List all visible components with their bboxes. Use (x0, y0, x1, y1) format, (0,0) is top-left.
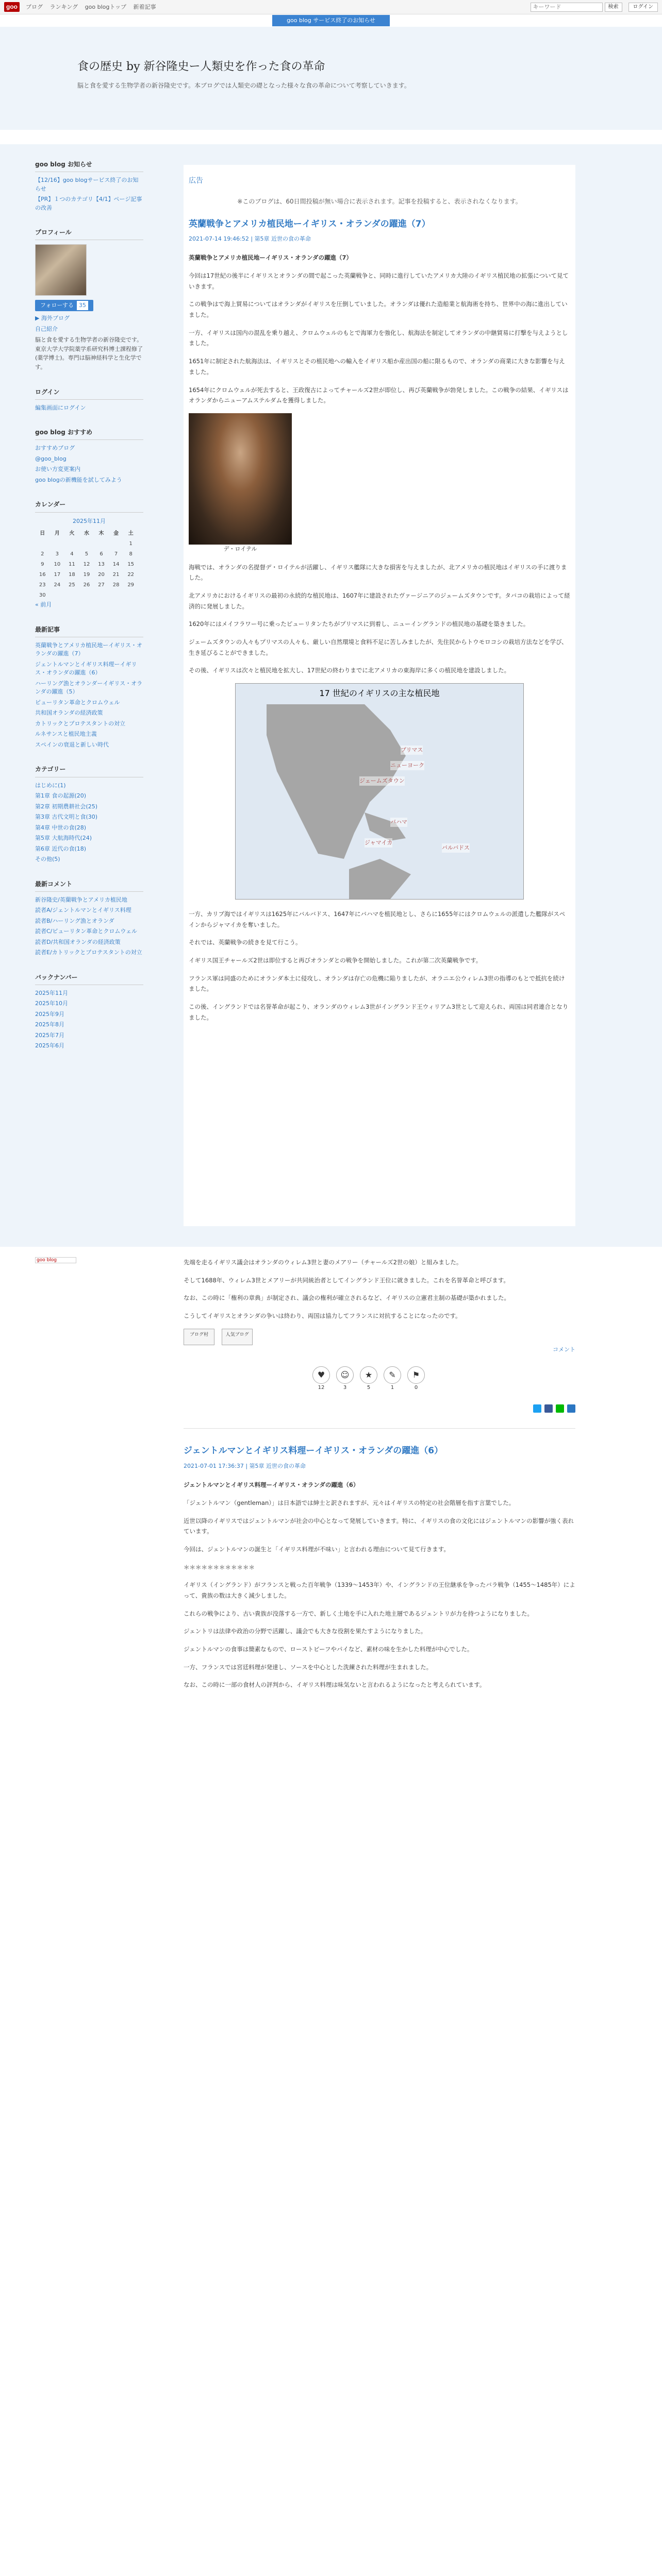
post-paragraph: 一方、カリブ海ではイギリスは1625年にバルバドス、1647年にバハマを植民地とし、さらに1655年にはクロムウェルの派遣した艦隊がスペインからジャマイカを奪いました。 (189, 910, 566, 928)
post-paragraph: 近世以降のイギリスではジェントルマンが社会の中心となって発展していきます。特に、イギリスの食の文化にはジェントルマンの影響が強く表れています。 (184, 1517, 574, 1535)
recommend-link[interactable]: おすすめブログ (35, 445, 75, 452)
post-paragraph: 先端を走るイギリス議会はオランダのウィレム3世と妻のメアリー（チャールズ2世の娘）と組みました。 (184, 1259, 462, 1266)
reaction-count: 3 (343, 1385, 347, 1391)
reaction-buttons (312, 1366, 446, 1392)
post-paragraph: ジェントリは法律や政治の分野で活躍し、議会でも大きな役割を果たすようになりました。 (184, 1628, 427, 1635)
calendar-cell: 11 (69, 562, 75, 568)
post-paragraph: この後、イングランドでは名誉革命が起こり、オランダのウィレム3世がイングランド王ウィリアム3世として迎えられ、両国は同君連合となりました。 (189, 1003, 569, 1021)
portrait-image[interactable] (189, 413, 292, 545)
recommend-link[interactable]: お使い方変更案内 (35, 466, 80, 473)
category-item[interactable]: 第6章 近代の食(18) (35, 845, 87, 852)
post-paragraph: 1620年にはメイフラワー号に乗ったピューリタンたちがプリマスに到着し、ニューイングランドの植民地の基礎を築きました。 (189, 620, 529, 628)
post-paragraph: 海戦では、オランダの名提督デ・ロイテルが活躍し、イギリス艦隊に大きな損害を与えましたが、北アメリカの植民地はイギリスの手に渡りました。 (189, 563, 567, 582)
ranking-stamp[interactable]: ブログ村 (184, 1329, 214, 1345)
recent-item[interactable]: カトリックとプロテスタントの対立 (35, 720, 126, 727)
sidebar-login (35, 387, 143, 413)
reaction-item (336, 1366, 354, 1392)
post-meta[interactable]: 2021-07-14 19:46:52 | 第5章 近世の食の革命 (189, 235, 311, 242)
portrait-caption: デ・ロイテル (223, 545, 257, 552)
profile-link[interactable]: 自己紹介 (35, 325, 58, 332)
calendar-cell (35, 539, 50, 549)
post-paragraph: 1654年にクロムウェルが死去すると、王政復古によってチャールズ2世が即位し、再び英蘭戦争が勃発しました。この戦争の結果、イギリスはオランダからニューアムステルダムを獲得しました。 (189, 386, 569, 404)
post-title[interactable]: ジェントルマンとイギリス料理ーイギリス・オランダの躍進（6） (184, 1446, 443, 1456)
recent-item[interactable]: ルネサンスと植民地主義 (35, 731, 97, 738)
notice-title: goo blog お知らせ (35, 160, 143, 172)
heart-icon[interactable]: ♥ (312, 1366, 330, 1384)
backnumber-item[interactable]: 2025年11月 (35, 989, 68, 996)
main-content (184, 165, 575, 1226)
sidebar-category (35, 765, 143, 863)
post-paragraph: 北アメリカにおけるイギリスの最初の永続的な植民地は、1607年に建設されたヴァージニアのジェームズタウンです。タバコの栽培によって経済的に発展しました。 (189, 591, 570, 610)
calendar-cell: 28 (112, 582, 120, 588)
category-item[interactable]: はじめに(1) (35, 782, 66, 789)
recommend-link[interactable]: @goo_blog (35, 455, 67, 462)
calendar-cell (109, 539, 124, 549)
post-article-2 (184, 1444, 575, 1690)
profile-link[interactable]: ▶ 海外ブログ (35, 315, 70, 322)
post-paragraph: 今回は、ジェントルマンの誕生と「イギリス料理が不味い」と言われる理由について見て行きます。 (184, 1545, 450, 1553)
post-paragraph: ＊＊＊＊＊＊＊＊＊＊＊＊ (184, 1563, 255, 1571)
post-paragraph: 今回は17世紀の後半にイギリスとオランダの間で起こった英蘭戦争と、同時に進行していたアメリカ大陸のイギリス植民地の拡張について見ていきます。 (189, 272, 569, 290)
calendar-cell (123, 590, 138, 601)
lower-section (0, 1247, 662, 2576)
flag-icon[interactable]: ⚑ (407, 1366, 425, 1384)
comment-item[interactable]: 読者A/ジェントルマンとイギリス料理 (35, 907, 131, 914)
calendar-cell (79, 539, 94, 549)
backnumber-title: バックナンバー (35, 973, 143, 985)
reaction-count: 12 (318, 1385, 325, 1391)
post-paragraph: なお、この時に一部の食材人の評判から、イギリス料理は味気ないと言われるようになったと考えられています。 (184, 1681, 486, 1689)
map-title: 17 世紀のイギリスの主な植民地 (319, 688, 440, 699)
reaction-count: 0 (414, 1385, 418, 1391)
calendar-cell: 19 (83, 572, 90, 578)
calendar-day-head: 金 (113, 531, 119, 537)
line-icon[interactable] (556, 1404, 564, 1413)
post-separator (184, 1428, 575, 1429)
post-paragraph: イギリス国王チャールズ2世は即位すると再びオランダとの戦争を開始しました。これが第二次英蘭戦争です。 (189, 957, 482, 964)
twitter-icon[interactable] (533, 1404, 541, 1413)
calendar-cell: 7 (114, 551, 118, 557)
calendar-cell (79, 590, 94, 601)
colony-map[interactable] (235, 683, 524, 900)
recent-item[interactable]: 共和国オランダの経済政策 (35, 709, 103, 717)
calendar-day-head: 月 (54, 531, 60, 537)
category-item[interactable]: 第3章 古代文明と食(30) (35, 814, 98, 821)
calendar-cell: 1 (129, 541, 133, 547)
calendar-title: カレンダー (35, 500, 143, 512)
category-item[interactable]: その他(5) (35, 856, 60, 863)
top-bar (0, 0, 662, 14)
calendar-month: 2025年11月 (73, 517, 106, 524)
reaction-item (312, 1366, 330, 1392)
ad-label[interactable]: 広告 (189, 177, 203, 185)
comment-row (184, 1345, 575, 1354)
category-item[interactable]: 第1章 食の起源(20) (35, 792, 87, 800)
top-link-ranking[interactable]: ランキング (49, 3, 78, 10)
post-meta[interactable]: 2021-07-01 17:36:37 | 第5章 近世の食の革命 (184, 1462, 306, 1469)
inactive-banner: ※このブログは、60日間投稿が無い場合に表示されます。記事を投稿すると、表示されなくなります。 (237, 198, 522, 206)
ranking-stamp[interactable]: 人気ブログ (222, 1329, 253, 1345)
post-paragraph: そして1688年、ウィレム3世とメアリーが共同統治者としてイングランド王位に就きました。これを名誉革命と呼びます。 (184, 1276, 509, 1284)
category-title: カテゴリー (35, 765, 143, 777)
backnumber-item[interactable]: 2025年10月 (35, 1000, 68, 1007)
calendar-cell: 26 (83, 582, 90, 588)
follow-label: フォローする (40, 302, 74, 309)
category-item[interactable]: 第4章 中世の食(28) (35, 824, 87, 831)
category-item[interactable]: 第5章 大航海時代(24) (35, 835, 92, 842)
follow-button[interactable] (35, 300, 93, 311)
calendar-cell: 3 (55, 551, 59, 557)
calendar-cell: 21 (112, 572, 120, 578)
sidebar-notice (35, 160, 143, 212)
calendar-cell: 4 (70, 551, 74, 557)
follow-count: 35 (77, 301, 88, 310)
calendar-cell: 6 (100, 551, 103, 557)
calendar-cell: 17 (54, 572, 61, 578)
calendar-cell: 13 (98, 562, 105, 568)
south-america-shape (349, 859, 411, 899)
post-paragraph: ジェームズタウンの人々もプリマスの人々も、厳しい自然環境と食料不足に苦しみましたが、先住民からトウモロコシの栽培方法などを学び、生き延びることができました。 (189, 638, 568, 656)
post-heading: 英蘭戦争とアメリカ植民地ーイギリス・オランダの躍進（7） (189, 254, 353, 262)
post-paragraph: その後、イギリスは次々と植民地を拡大し、17世紀の終わりまでに北アメリカの東海岸に多くの植民地を建設しました。 (189, 667, 510, 674)
calendar-cell: 12 (83, 562, 90, 568)
comment-link[interactable]: コメント (553, 1346, 575, 1353)
calendar-cell (109, 590, 124, 601)
map-label: ジェームズタウン (359, 776, 405, 786)
reaction-item (384, 1366, 401, 1392)
login-link[interactable]: 編集画面にログイン (35, 404, 86, 411)
calendar-cell: 24 (54, 582, 61, 588)
calendar-cell: 14 (112, 562, 120, 568)
content-wrap (0, 144, 662, 1247)
reaction-count: 5 (367, 1385, 371, 1391)
goo-logo[interactable]: goo (4, 2, 20, 12)
blog-title[interactable]: 食の歴史 by 新谷隆史ー人類史を作った食の革命 (77, 60, 325, 73)
post-paragraph: フランス軍は同盛のためにオランダ本土に侵攻し、オランダは存亡の危機に陥りましたが、オラニエ公ウィレム3世の指導のもとで抵抗を続けました。 (189, 974, 565, 993)
sidebar-profile (35, 228, 143, 371)
facebook-icon[interactable] (544, 1404, 553, 1413)
category-item[interactable]: 第2章 初期農耕社会(25) (35, 803, 98, 810)
hatena-icon[interactable] (567, 1404, 575, 1413)
reaction-item (407, 1366, 425, 1392)
notice-strip (0, 14, 662, 27)
calendar-cell: 18 (69, 572, 75, 578)
post-paragraph: イギリス（イングランド）がフランスと戦った百年戦争（1339〜1453年）や、イングランドの王位継承を争ったバラ戦争（1455〜1485年）によって、貴族の数は大きく減少しました。 (184, 1581, 575, 1599)
calendar-day-head: 木 (98, 531, 104, 537)
sidebar-calendar (35, 500, 143, 609)
login-title: ログイン (35, 387, 143, 400)
comment-title: 最新コメント (35, 879, 143, 892)
notice-item[interactable]: 【12/16】goo blogサービス終了のお知らせ (35, 177, 139, 192)
calendar-day-head: 日 (40, 531, 45, 537)
recent-item[interactable]: ハーリング漁とオランダーイギリス・オランダの躍進（5） (35, 680, 143, 696)
backnumber-item[interactable]: 2025年6月 (35, 1042, 64, 1049)
login-button[interactable]: ログイン (628, 3, 658, 12)
reaction-count: 1 (390, 1385, 394, 1391)
calendar-cell (94, 539, 109, 549)
recent-item[interactable]: ジェントルマンとイギリス料理ーイギリス・オランダの躍進（6） (35, 660, 137, 676)
social-share (184, 1404, 575, 1413)
post-paragraph: 一方、イギリスは国内の混乱を乗り越え、クロムウェルのもとで海軍力を強化し、航海法を制定してオランダの中継貿易に打撃を与えようとしました。 (189, 329, 568, 347)
calendar-cell: 8 (129, 551, 133, 557)
calendar-cell: 15 (127, 562, 135, 568)
sidebar-backnumber (35, 973, 143, 1050)
map-label: ジャマイカ (365, 838, 392, 848)
reaction-item (360, 1366, 377, 1392)
calendar-cell (50, 590, 65, 601)
comment-item[interactable]: 読者B/ハーリング漁とオランダ (35, 917, 114, 924)
post-paragraph: こうしてイギリスとオランダの争いは終わり、両国は協力してフランスに対抗することになったのです。 (184, 1312, 461, 1320)
post-continued (184, 1257, 575, 1321)
backnumber-item[interactable]: 2025年7月 (35, 1031, 64, 1039)
recent-item[interactable]: 英蘭戦争とアメリカ植民地ーイギリス・オランダの躍進（7） (35, 641, 143, 657)
smile-icon[interactable]: ☺ (336, 1366, 354, 1384)
calendar-prev-link[interactable]: « 前月 (35, 601, 52, 608)
post-paragraph: それでは、英蘭戦争の続きを見て行こう。 (189, 939, 302, 946)
backnumber-item[interactable]: 2025年8月 (35, 1021, 64, 1028)
blog-header (0, 27, 662, 130)
calendar-cell: 5 (85, 551, 89, 557)
calendar-cell (94, 590, 109, 601)
top-link-new[interactable]: 新着記事 (133, 3, 156, 10)
top-search (531, 3, 658, 12)
comment-item[interactable]: 読者D/共和国オランダの経済政策 (35, 938, 121, 945)
calendar-cell: 25 (69, 582, 75, 588)
calendar-cell (64, 539, 79, 549)
recent-title: 最新記事 (35, 625, 143, 637)
notice-item[interactable]: 【PR】１つのカテゴリ【4/1】ページ記事の改善 (35, 196, 142, 211)
top-link-top[interactable]: goo blogトップ (85, 3, 127, 10)
calendar-cell: 16 (39, 572, 46, 578)
lower-main (184, 1257, 575, 1698)
calendar-cell: 23 (39, 582, 46, 588)
search-button[interactable]: 検索 (605, 3, 622, 12)
star-icon[interactable]: ★ (360, 1366, 377, 1384)
sidebar (35, 144, 143, 1053)
calendar-cell: 22 (127, 572, 135, 578)
ranking-stamps (184, 1329, 575, 1345)
map-svg (236, 684, 523, 899)
profile-image[interactable] (35, 244, 87, 296)
sidebar-comments (35, 879, 143, 957)
lower-ad-label: goo blog (37, 1258, 57, 1263)
top-link-blog[interactable]: ブログ (26, 3, 43, 10)
calendar-day-head: 水 (84, 531, 89, 537)
post-heading: ジェントルマンとイギリス料理ーイギリス・オランダの躍進（6） (184, 1481, 359, 1489)
post-title[interactable]: 英蘭戦争とアメリカ植民地ーイギリス・オランダの躍進（7） (189, 218, 431, 229)
recommend-title: goo blog おすすめ (35, 428, 143, 440)
map-label: プリマス (401, 745, 423, 755)
post-paragraph: 「ジェントルマン（gentleman）」は日本語では紳士と訳されますが、元々はイギリスの特定の社会階層を指す言葉でした。 (184, 1499, 515, 1506)
post-article (189, 217, 570, 1023)
blog-subtitle: 脳と食を愛する生物学者の新谷隆史です。本ブログでは人類史の礎となった様々な食の革命について考察していきます。 (77, 82, 410, 90)
lower-ad-box[interactable] (35, 1257, 76, 1263)
post-paragraph: なお、この時に「権利の章典」が制定され、議会の権利が確立されるなど、イギリスの立憲君主制の基礎が築かれました。 (184, 1294, 510, 1302)
calendar-table (35, 529, 138, 601)
top-links (26, 3, 161, 12)
map-label: バハマ (390, 818, 407, 827)
sidebar-recent (35, 625, 143, 750)
backnumber-item[interactable]: 2025年9月 (35, 1010, 64, 1018)
pencil-icon[interactable]: ✎ (384, 1366, 401, 1384)
comment-item[interactable]: 読者E/カトリックとプロテスタントの対立 (35, 949, 142, 956)
recommend-link[interactable]: goo blogの新機能を試してみよう (35, 476, 122, 483)
post-paragraph: ジェントルマンの食事は簡素なもので、ローストビーフやパイなど、素材の味を生かした料理が中心でした。 (184, 1646, 473, 1653)
calendar-day-head: 火 (69, 531, 75, 537)
recent-item[interactable]: スペインの衰退と新しい時代 (35, 741, 109, 748)
calendar-day-head: 土 (128, 531, 134, 537)
calendar-cell: 9 (41, 562, 44, 568)
post-paragraph: この戦争はで海上貿易についてはオランダがイギリスを圧倒していました。オランダは優れた造船業と航海術を持ち、世界中の海に進出していました。 (189, 300, 568, 319)
profile-text: 脳と食を愛する生物学者の新谷隆史です。 東京大学大学院薬学系研究科博士課程修了(薬学博士)。専門は脳神経科学と生化学です。 (35, 336, 143, 370)
post-paragraph: 一方、フランスでは宮廷料理が発達し、ソースを中心とした洗練された料理が生まれました。 (184, 1663, 433, 1671)
calendar-cell (50, 539, 65, 549)
map-label: ニューヨーク (390, 761, 424, 770)
calendar-cell (64, 590, 79, 601)
profile-title: プロフィール (35, 228, 143, 240)
calendar-cell: 27 (98, 582, 105, 588)
post-paragraph: 1651年に制定された航海法は、イギリスとその植民地への輸入をイギリス船か産出国の船に限るもので、オランダの商業に大きな影響を与えました。 (189, 358, 565, 376)
recent-item[interactable]: ピューリタン革命とクロムウェル (35, 699, 120, 706)
search-input[interactable] (531, 3, 603, 12)
calendar-cell: 2 (41, 551, 44, 557)
comment-item[interactable]: 読者C/ピューリタン革命とクロムウェル (35, 928, 137, 935)
calendar-cell: 10 (54, 562, 61, 568)
post-paragraph: これらの戦争により、古い貴族が没落する一方で、新しく土地を手に入れた地主層であるジェントリが力を持つようになりました。 (184, 1609, 534, 1617)
calendar-cell: 29 (127, 582, 135, 588)
calendar-cell: 30 (39, 592, 46, 599)
sidebar-recommend (35, 428, 143, 484)
calendar-cell: 20 (98, 572, 105, 578)
map-label: バルバドス (442, 843, 470, 853)
comment-item[interactable]: 新谷隆史/英蘭戦争とアメリカ植民地 (35, 896, 127, 903)
service-end-notice[interactable]: goo blog サービス終了のお知らせ (272, 15, 390, 26)
